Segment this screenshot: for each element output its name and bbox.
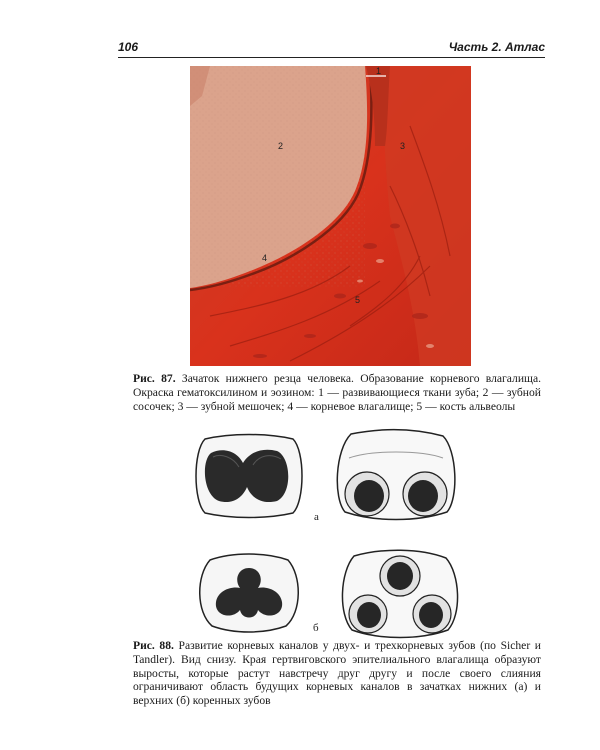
figure-88-caption-label: Рис. 88. [133,639,174,652]
figure-87-micrograph [190,66,471,366]
figure-88-caption-text: Развитие корневых каналов у двух- и трехкорневых зубов (по Sicher и Tandler). Вид снизу. Края гертвиговского эпителиального влагалища образуют выросты, которые растут навстречу друг другу и после своего слияния ограничивают область будущих корневых каналов в зачатках нижних (а) и верхних (б) коренных зубов [133,639,541,708]
label-4: 4 [262,253,268,263]
figure-88b-three-root-early [194,550,304,634]
figure-87-caption-text: Зачаток нижнего резца человека. Образование корневого влагалища. Окраска гематоксилином и эозином: 1 — развивающиеся ткани зуба; 2 — зубной сосочек; 3 — зубной мешочек; 4 — корневое влагалище; 5 — кость альвеолы [133,372,541,413]
figure-87-caption [133,372,541,413]
figure-88-panel-b-label: б [313,622,319,634]
figure-88-caption [133,639,541,708]
page-number: 106 [118,40,139,54]
label-1: 1 [376,66,382,76]
figure-88a-two-root-early [191,431,307,521]
label-5: 5 [355,295,361,305]
label-3: 3 [400,141,406,151]
figure-88b-three-root-late [336,548,464,640]
figure-88-panel-a-label: а [314,511,319,523]
header-rule [118,57,545,58]
section-title: Часть 2. Атлас [448,40,545,54]
figure-87-caption-label: Рис. 87. [133,372,176,385]
figure-88a-two-root-late [331,428,461,524]
label-2: 2 [278,141,284,151]
page-header [118,40,545,60]
